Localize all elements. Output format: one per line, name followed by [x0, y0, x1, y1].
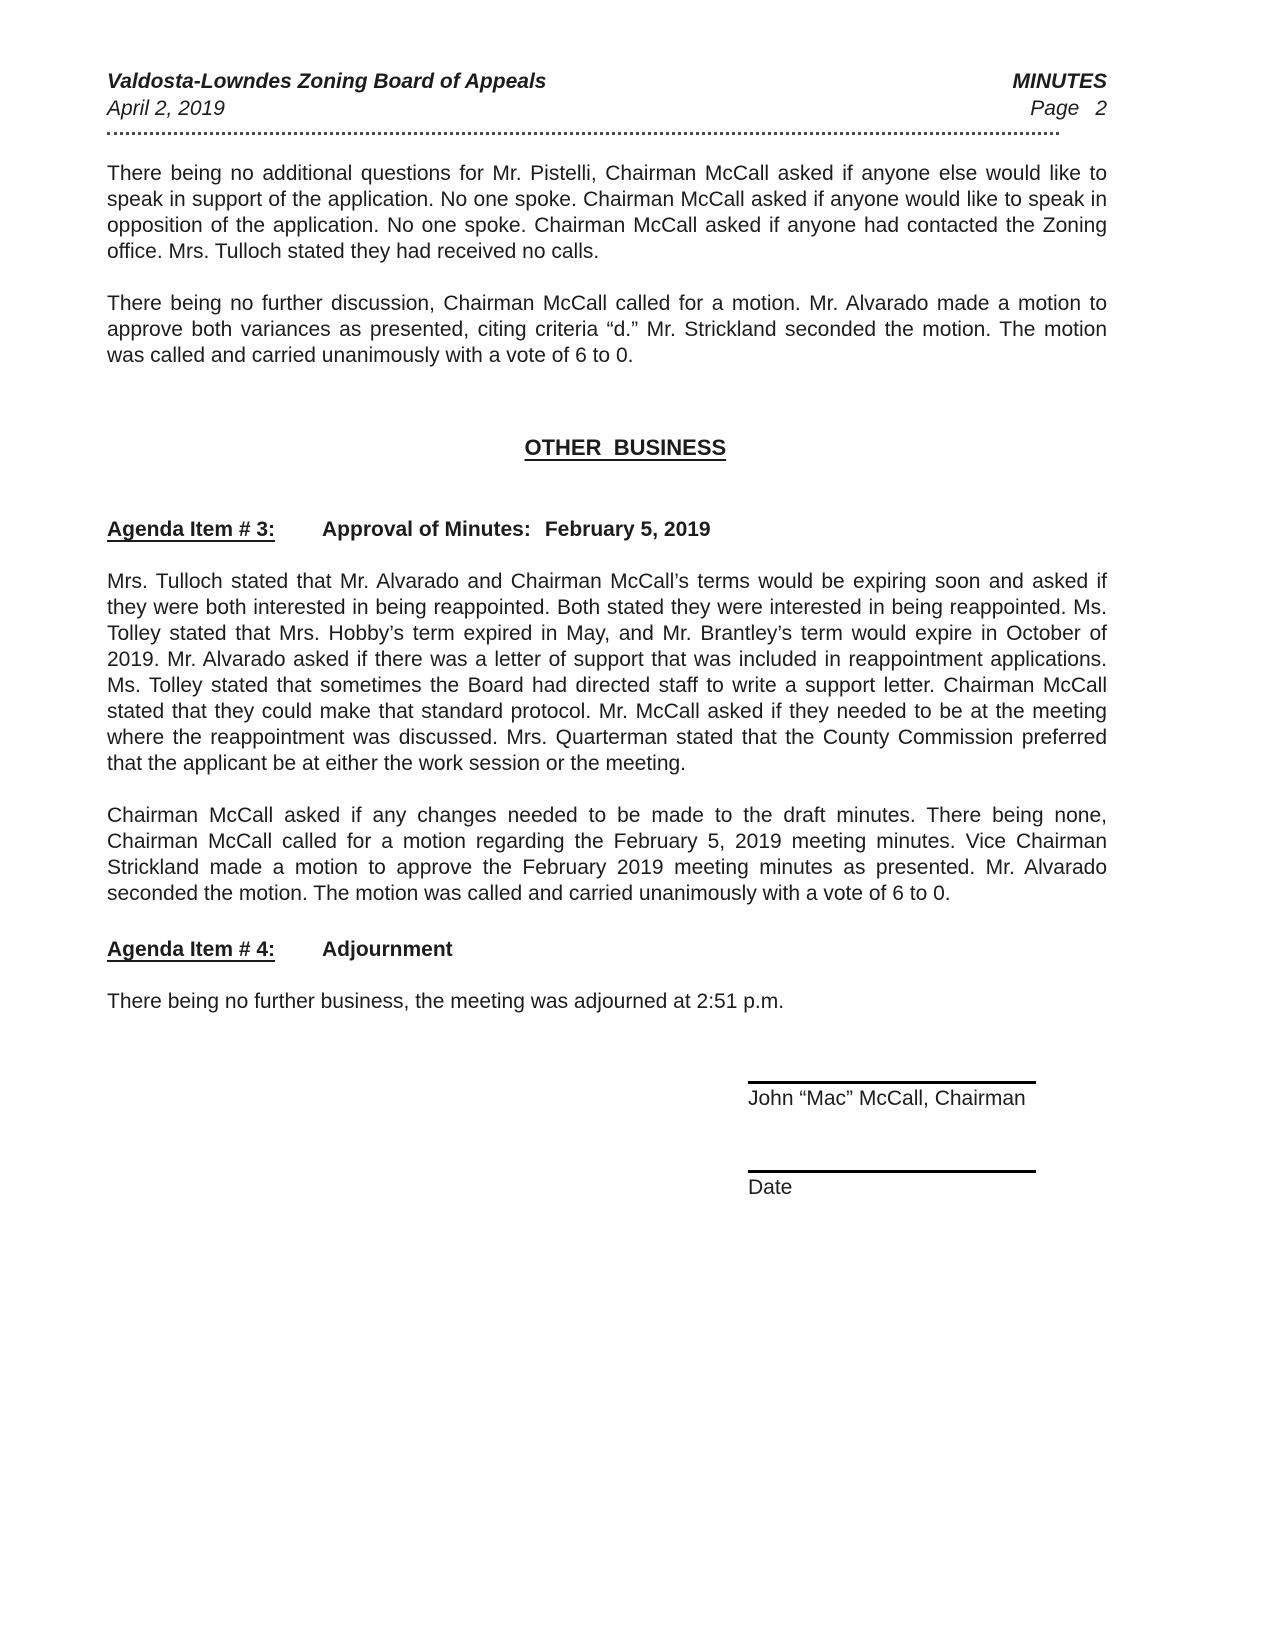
- dotted-divider: [107, 132, 1059, 135]
- signature-block: [748, 1081, 1036, 1201]
- org-name: Valdosta-Lowndes Zoning Board of Appeals: [107, 70, 547, 93]
- agenda-item-4: [107, 937, 1107, 963]
- agenda-item-4-label: Agenda Item # 4:: [107, 938, 276, 961]
- paragraph-no-additional-questions: There being no additional questions for Mr. Pistelli, Chairman McCall asked if anyone else would like to speak in support of the application. No one spoke. Chairman McCall asked if anyone would like to speak in opposition of the application. No one spoke. Chairman McCall asked if anyone had contacted the Zoning office. Mrs. Tulloch stated they had received no calls.: [107, 162, 1107, 263]
- page-number: 2: [1095, 97, 1107, 120]
- paragraph-motion-variances: There being no further discussion, Chairman McCall called for a motion. Mr. Alvarado made a motion to approve both variances as presented, citing criteria “d.” Mr. Strickland seconded the motion. The motion was called and carried unanimously with a vote of 6 to 0.: [107, 292, 1107, 367]
- agenda-item-4-title: Adjournment: [322, 938, 453, 961]
- document-header: [107, 68, 1107, 122]
- paragraph-adjournment: There being no further business, the meeting was adjourned at 2:51 p.m.: [107, 990, 785, 1013]
- meeting-date: April 2, 2019: [107, 97, 225, 120]
- paragraph-reappointments: Mrs. Tulloch stated that Mr. Alvarado and Chairman McCall’s terms would be expiring soon and asked if they were both interested in being reappointed. Both stated they were interested in being reappointed. Ms. Tolley stated that Mrs. Hobby’s term expired in May, and Mr. Brantley’s term would expire in October of 2019. Mr. Alvarado asked if there was a letter of support that was included in reappointment applications. Ms. Tolley stated that sometimes the Board had directed staff to write a support letter. Chairman McCall stated that they could make that standard protocol. Mr. McCall asked if they needed to be at the meeting where the reappointment was discussed. Mrs. Quarterman stated that the County Commission preferred that the applicant be at either the work session or the meeting.: [107, 570, 1107, 775]
- agenda-item-3-label: Agenda Item # 3:: [107, 518, 276, 541]
- chairman-signature-caption: John “Mac” McCall, Chairman: [748, 1087, 1026, 1110]
- agenda-item-3: [107, 517, 1107, 543]
- page-label: Page: [1030, 97, 1080, 120]
- signature-spacer: [748, 1112, 1036, 1170]
- doc-type: MINUTES: [1012, 70, 1107, 93]
- paragraph-minutes-approval: Chairman McCall asked if any changes needed to be made to the draft minutes. There being none, Chairman McCall called for a motion regarding the February 5, 2019 meeting minutes. Vice Chairman Strickland made a motion to approve the February 2019 meeting minutes as presented. Mr. Alvarado seconded the motion. The motion was called and carried unanimously with a vote of 6 to 0.: [107, 804, 1107, 905]
- header-right: [1013, 68, 1108, 122]
- header-left: [107, 68, 546, 122]
- document-body: [107, 161, 1107, 1201]
- page-indicator: [1030, 95, 1107, 122]
- other-business-heading: OTHER BUSINESS: [524, 435, 727, 460]
- date-signature-caption: Date: [748, 1176, 793, 1199]
- agenda-item-3-title: Approval of Minutes: February 5, 2019: [322, 518, 711, 541]
- chairman-signature-line: [748, 1081, 1036, 1084]
- date-signature-line: [748, 1170, 1036, 1173]
